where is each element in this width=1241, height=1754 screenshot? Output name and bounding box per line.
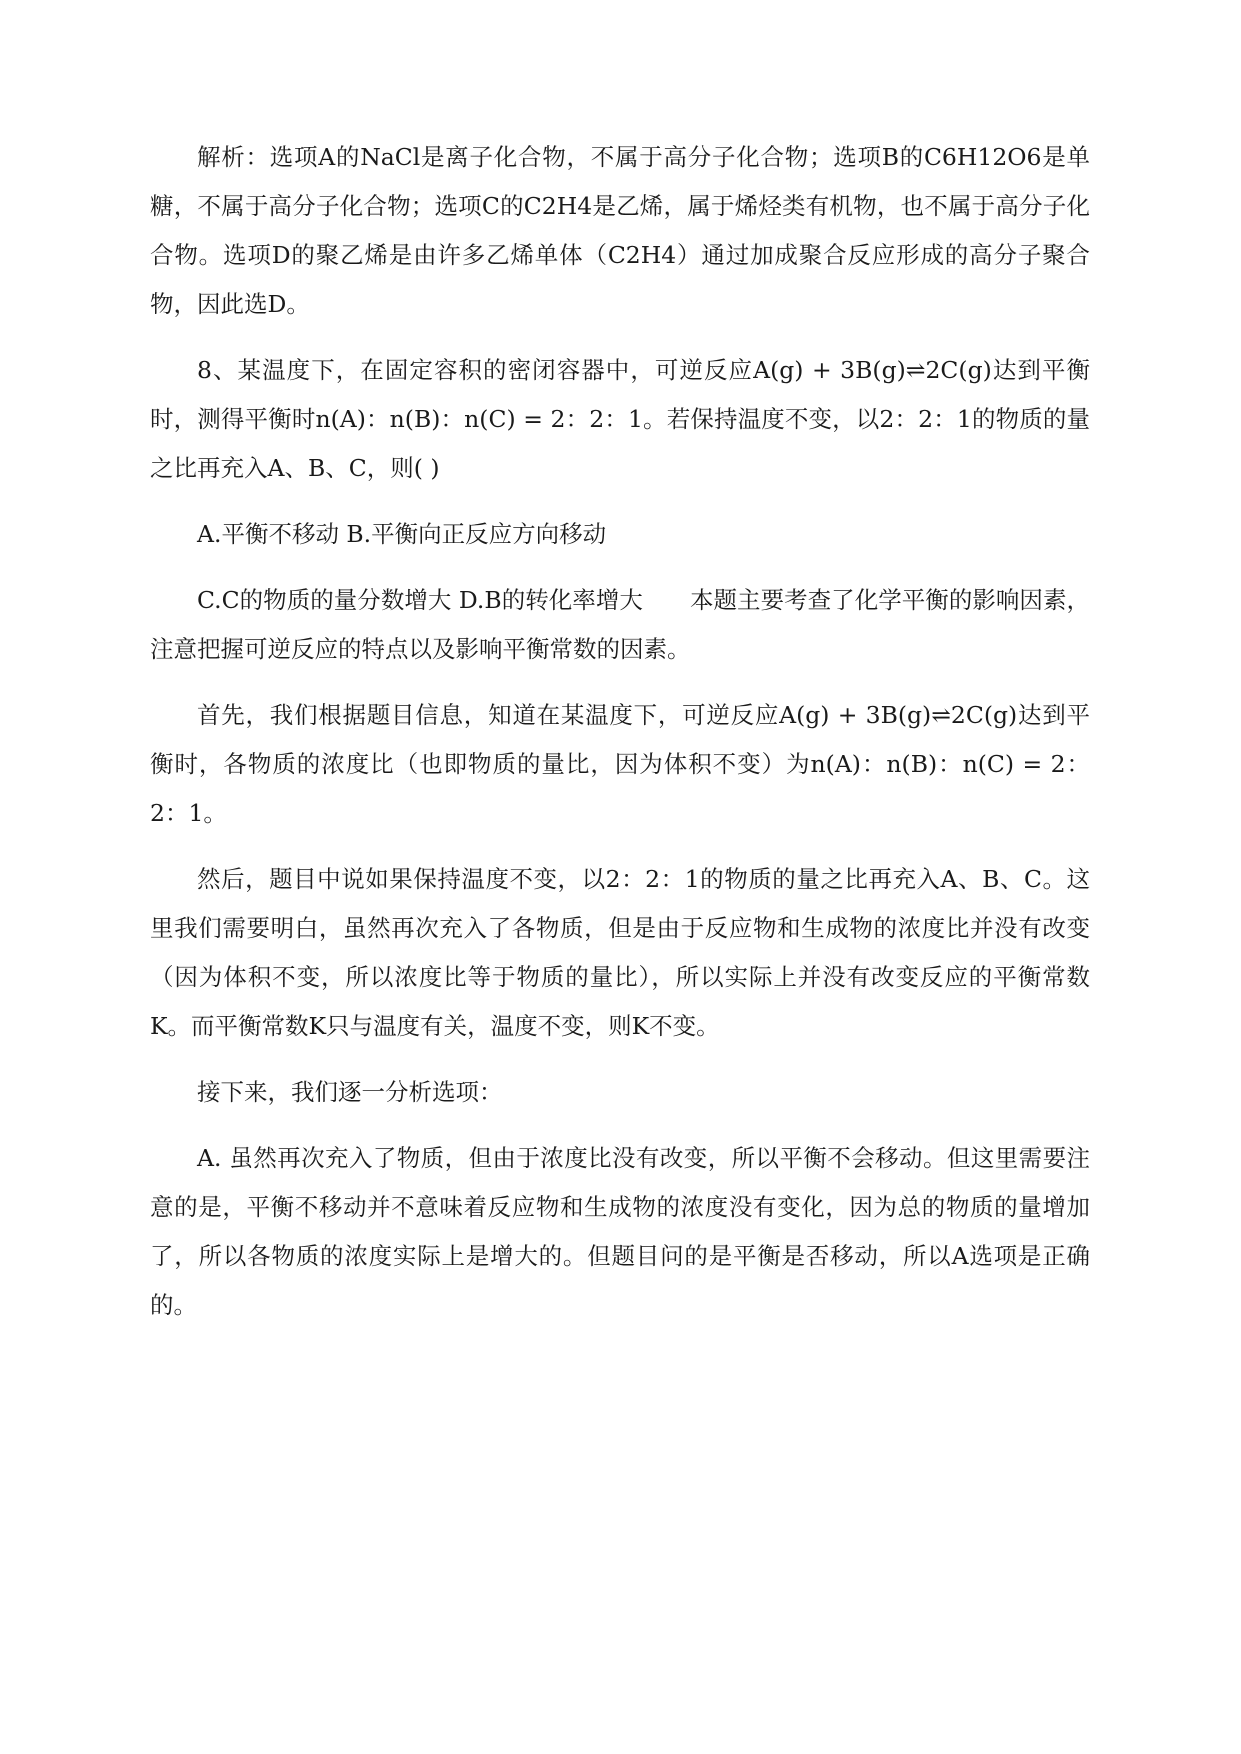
solution-paragraph-2: 然后，题目中说如果保持温度不变，以2：2：1的物质的量之比再充入A、B、C。这里我们需要明白，虽然再次充入了各物质，但是由于反应物和生成物的浓度比并没有改变（因为体积不变，所以浓度比等于物质的量比），所以实际上并没有改变反应的平衡常数K。而平衡常数K只与温度有关，温度不变，则K不变。 — [150, 865, 1090, 1040]
question-8-options-cd: C.C的物质的量分数增大 D.B的转化率增大 本题主要考查了化学平衡的影响因素，注意把握可逆反应的特点以及影响平衡常数的因素。 — [150, 586, 1090, 663]
question-8-stem: 8、某温度下，在固定容积的密闭容器中，可逆反应A(g) + 3B(g)⇌2C(g)达到平衡时，测得平衡时n(A)：n(B)：n(C) = 2：2：1。若保持温度不变，以2：2：1的物质的量之比再充入A、B、C，则( ) — [150, 356, 1090, 482]
analysis-paragraph: 解析：选项A的NaCl是离子化合物，不属于高分子化合物；选项B的C6H12O6是单糖，不属于高分子化合物；选项C的C2H4是乙烯，属于烯烃类有机物，也不属于高分子化合物。选项D的聚乙烯是由许多乙烯单体（C2H4）通过加成聚合反应形成的高分子聚合物，因此选D。 — [150, 143, 1090, 318]
document-body — [150, 133, 1090, 1347]
question-8-options-ab: A.平衡不移动 B.平衡向正反应方向移动 — [197, 520, 607, 548]
solution-paragraph-4: A. 虽然再次充入了物质，但由于浓度比没有改变，所以平衡不会移动。但这里需要注意的是，平衡不移动并不意味着反应物和生成物的浓度没有变化，因为总的物质的量增加了，所以各物质的浓度实际上是增大的。但题目问的是平衡是否移动，所以A选项是正确的。 — [150, 1144, 1090, 1319]
solution-paragraph-1: 首先，我们根据题目信息，知道在某温度下，可逆反应A(g) + 3B(g)⇌2C(g)达到平衡时，各物质的浓度比（也即物质的量比，因为体积不变）为n(A)：n(B)：n(C) = 2：2：1。 — [150, 701, 1090, 827]
solution-paragraph-3: 接下来，我们逐一分析选项： — [197, 1078, 503, 1106]
